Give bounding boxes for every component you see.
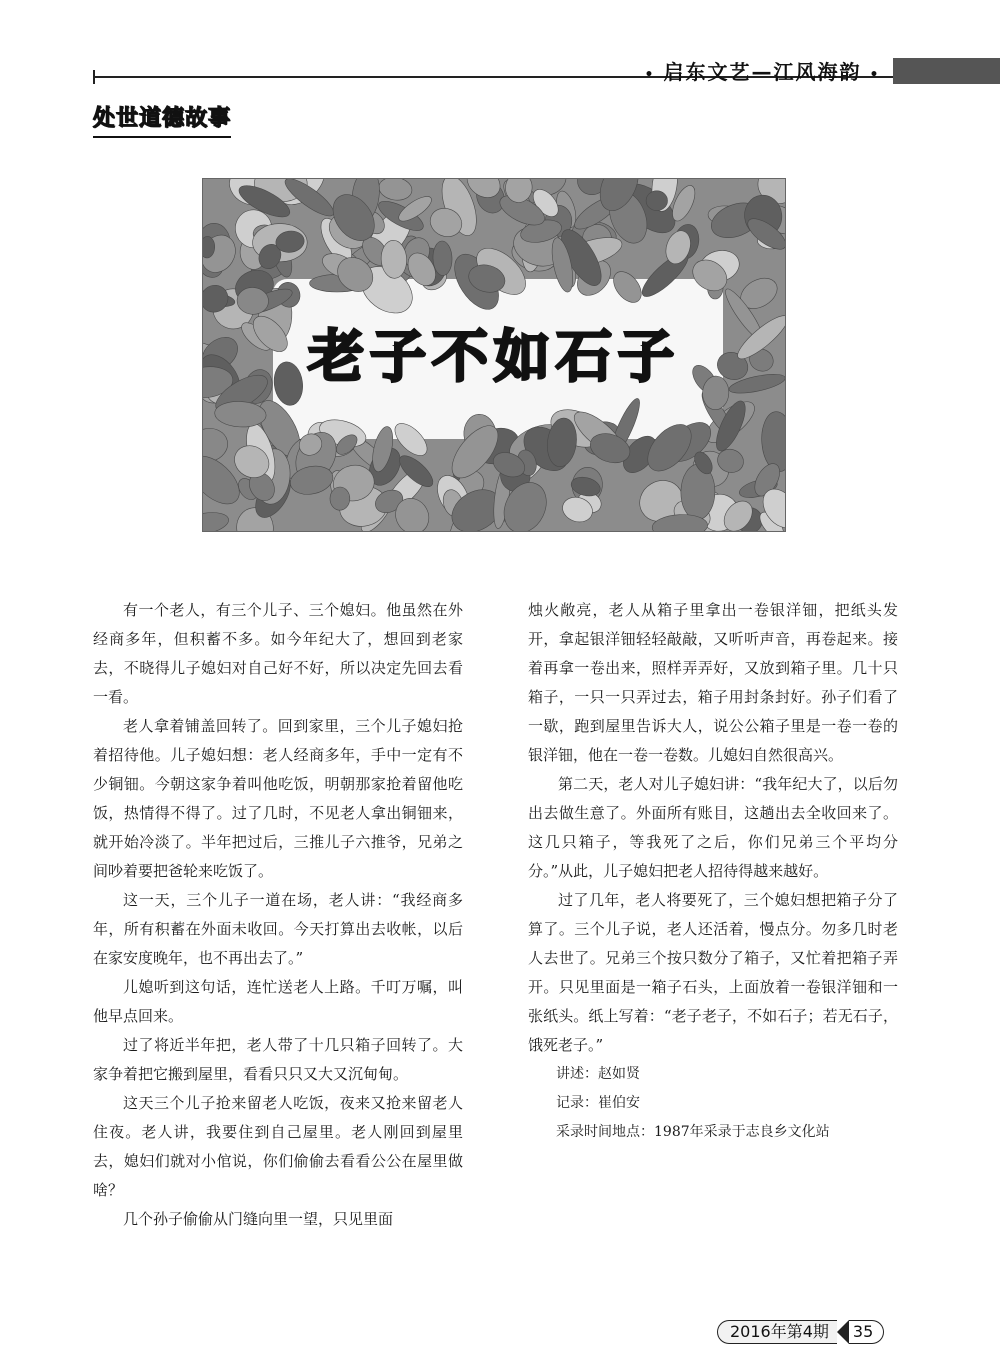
story-paragraph: 老人拿着铺盖回转了。回到家里，三个儿子媳妇抢着招待他。儿子媳妇想：老人经商多年，手中一定有不少铜钿。今朝这家争着叫他吃饭，明朝那家抢着留他吃饭，热情得不得了。过了几时，不见老人拿出铜钿来，就开始冷淡了。半年把过后，三推儿子六推爷，兄弟之间吵着要把爸轮来吃饭了。 <box>93 717 463 880</box>
credit-collection-info: 采录时间地点：1987年采录于志良乡文化站 <box>556 1124 830 1140</box>
story-paragraph-continued: 烛火敞亮，老人从箱子里拿出一卷银洋钿，把纸头发开，拿起银洋钿轻轻敲敲，又听听声音，再卷起来。接着再拿一卷出来，照样弄弄好，又放到箱子里。几十只箱子，一只一只弄过去，箱子用封条封好。孙子们看了一歇，跑到屋里告诉大人，说公公箱子里是一卷一卷的银洋钿，他在一卷一卷数。儿媳妇自然很高兴。 <box>528 601 898 764</box>
header-block <box>893 58 1000 84</box>
story-column-right <box>528 596 898 1147</box>
page-footer <box>717 1320 884 1344</box>
story-paragraph: 这天三个儿子抢来留老人吃饭，夜来又抢来留老人住夜。老人讲，我要住到自己屋里。老人刚回到屋里去，媳妇们就对小倌说，你们偷偷去看看公公在屋里做啥？ <box>93 1094 463 1199</box>
section-title: 处世道德故事 <box>93 106 231 138</box>
pebble <box>646 191 667 211</box>
running-header: • 启东文艺—江风海韵 • <box>644 60 881 84</box>
story-paragraph: 这一天，三个儿子一道在场，老人讲：“我经商多年，所有积蓄在外面未收回。今天打算出去收帐，以后在家安度晚年，也不再出去了。” <box>93 891 463 967</box>
story-paragraph: 第二天，老人对儿子媳妇讲：“我年纪大了，以后勿出去做生意了。外面所有账目，这趟出去全收回来了。这几只箱子，等我死了之后，你们兄弟三个平均分分。”从此，儿子媳妇把老人招待得越来越好。 <box>528 775 898 880</box>
footer-issue: 2016年第4期 <box>717 1320 837 1344</box>
credit-narrator: 讲述：赵如贤 <box>556 1066 640 1082</box>
credit-recorder: 记录：崔伯安 <box>556 1095 640 1111</box>
hero-title: 老子不如石子 <box>308 325 680 390</box>
story-column-left <box>93 596 463 1234</box>
header-title-text: 启东文艺—江风海韵 <box>663 60 862 84</box>
page-number: 35 <box>849 1320 884 1344</box>
hero-image <box>202 178 786 532</box>
footer-arrow-icon <box>837 1320 849 1344</box>
story-paragraph: 过了几年，老人将要死了，三个媳妇想把箱子分了算了。三个儿子说，老人还活着，慢点分。勿多几时老人去世了。兄弟三个按只数分了箱子，又忙着把箱子弄开。只见里面是一箱子石头，上面放着一卷银洋钿和一张纸头。纸上写着：“老子老子，不如石子；若无石子，饿死老子。” <box>528 891 898 1054</box>
story-paragraph: 有一个老人，有三个儿子、三个媳妇。他虽然在外经商多年，但积蓄不多。如今年纪大了，想回到老家去，不晓得儿子媳妇对自己好不好，所以决定先回去看一看。 <box>93 601 463 706</box>
pebble <box>330 487 350 511</box>
story-paragraph: 几个孙子偷偷从门缝向里一望，只见里面 <box>123 1210 394 1228</box>
story-paragraph: 过了将近半年把，老人带了十几只箱子回转了。大家争着把它搬到屋里，看看只只又大又沉甸甸。 <box>93 1036 463 1083</box>
story-paragraph: 儿媳听到这句话，连忙送老人上路。千叮万嘱，叫他早点回来。 <box>93 978 463 1025</box>
